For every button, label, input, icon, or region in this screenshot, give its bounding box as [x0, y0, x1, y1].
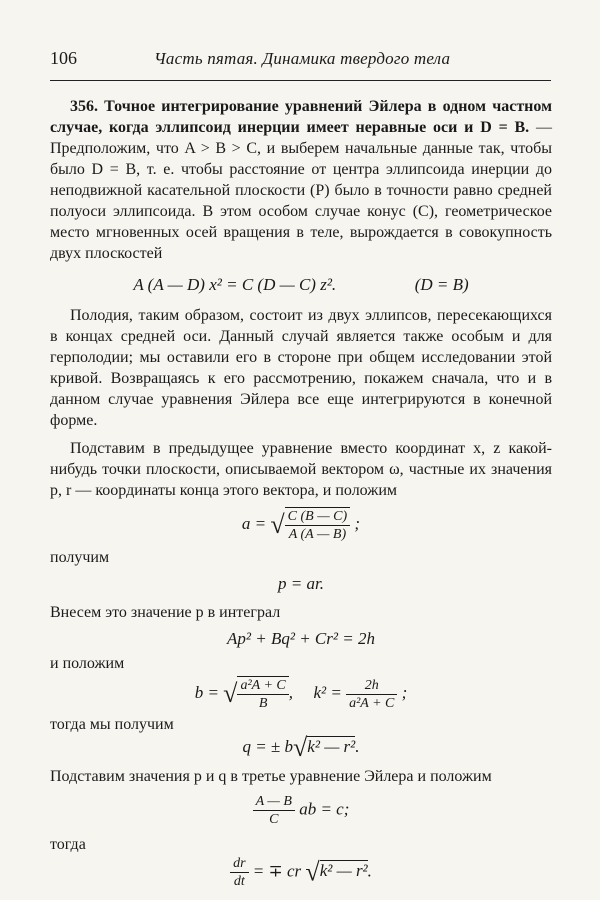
equation-a-tail: ;	[354, 513, 361, 533]
paragraph-substitution: Подставим в предыдущее уравнение вместо координат x, z какой-нибудь точки плоскости, описываемой вектором ω, частные их значения p, r — координаты конца этого вектора, и положим	[50, 440, 552, 499]
equation-q-lhs: q = ± b	[242, 737, 294, 756]
equation-planes-note: (D = B)	[414, 275, 469, 294]
label-togda-2: тогда	[50, 836, 86, 853]
sqrt-icon: √	[223, 678, 238, 708]
equation-q	[50, 733, 552, 762]
equation-dr-tail: .	[367, 861, 372, 881]
equation-dr-mid: = ∓ cr	[252, 861, 302, 881]
sqrt-icon: √	[293, 733, 308, 762]
equation-a-fraction	[285, 507, 351, 543]
equation-b-lhs: b =	[194, 682, 219, 702]
equation-dr-radicand: k² — r²	[319, 861, 368, 881]
equation-c-denominator: C	[269, 812, 279, 827]
equation-k2-numerator: 2h	[346, 677, 397, 695]
sqrt-icon: √	[270, 509, 285, 539]
equation-dr-numerator: dr	[230, 855, 248, 873]
equation-k2-fraction	[346, 677, 397, 712]
equation-integral: Ap² + Bq² + Cr² = 2h	[227, 629, 375, 648]
equation-k2-lhs: k² =	[313, 682, 342, 702]
equation-a-denominator: A (A — B)	[288, 527, 347, 542]
equation-c	[50, 793, 552, 828]
page-number: 106	[50, 48, 77, 68]
equation-p: p = ar.	[278, 574, 324, 593]
equation-q-radicand: k² — r²	[307, 737, 356, 756]
equation-dr-fraction	[230, 855, 248, 890]
label-polozhim: и положим	[50, 655, 125, 672]
equation-a-numerator: C (B — C)	[285, 508, 351, 526]
sqrt-icon: √	[305, 857, 320, 887]
equation-c-numerator: A — B	[253, 793, 295, 811]
equation-c-tail: ab = c;	[299, 799, 350, 819]
equation-b-numerator: a²A + C	[237, 677, 288, 695]
paragraph-euler: Подставим значения p и q в третье уравнение Эйлера и положим	[50, 768, 492, 785]
label-poluchim: получим	[50, 549, 110, 566]
equation-b-denominator: B	[258, 696, 268, 711]
label-vnesem: Внесем это значение p в интеграл	[50, 604, 281, 621]
equation-c-fraction	[253, 793, 295, 828]
equation-b: b = √ $\frac{\text{a²A + C}}{B}$ , k² = $\frac{2h}{\text{a²A + C}}$ ;	[194, 677, 408, 711]
header-rule	[50, 80, 551, 81]
text-body	[50, 96, 552, 890]
paragraph-polodia: Полодия, таким образом, состоит из двух эллипсов, пересекающихся в концах средней оси. Данный случай является также особым и для герполодии; мы оставили его в стороне при общем исследовании этой кривой. Возвращаясь к его рассмотрению, покажем сначала, что и в данном случае уравнения Эйлера все еще интегрируются в конечной форме.	[50, 307, 552, 429]
equation-b-fraction	[237, 676, 288, 712]
section-paragraph	[50, 96, 552, 264]
section-intro: — Предположим, что A > B > C, и выберем начальные данные так, чтобы было D = B, т. е. чтобы расстояние от центра эллипсоида инерции до неподвижной касательной плоскости (P) было в точности равно средней полуоси эллипсоида. В этом особом случае конус (C), геометрическое место мгновенных осей вращения в теле, вырождается в совокупность двух плоскостей	[50, 119, 553, 262]
equation-k2-denominator: a²A + C	[349, 695, 395, 711]
label-togda-1: тогда мы получим	[50, 716, 174, 733]
running-title: Часть пятая. Динамика твердого тела	[154, 49, 451, 68]
equation-dr	[50, 855, 552, 890]
equation-b-tail: ;	[401, 682, 408, 702]
equation-q-tail: .	[355, 737, 360, 756]
equation-a-lhs: a =	[241, 513, 267, 533]
running-header	[50, 48, 550, 72]
equation-planes-formula: A (A — D) x² = C (D — C) z².	[133, 275, 337, 294]
equation-planes	[50, 274, 552, 295]
section-heading: 356. Точное интегрирование уравнений Эйлера в одном частном случае, когда эллипсоид инерции имеет неравные оси и D = B.	[50, 98, 552, 136]
equation-a	[50, 507, 552, 543]
equation-dr-denominator: dt	[233, 874, 245, 889]
